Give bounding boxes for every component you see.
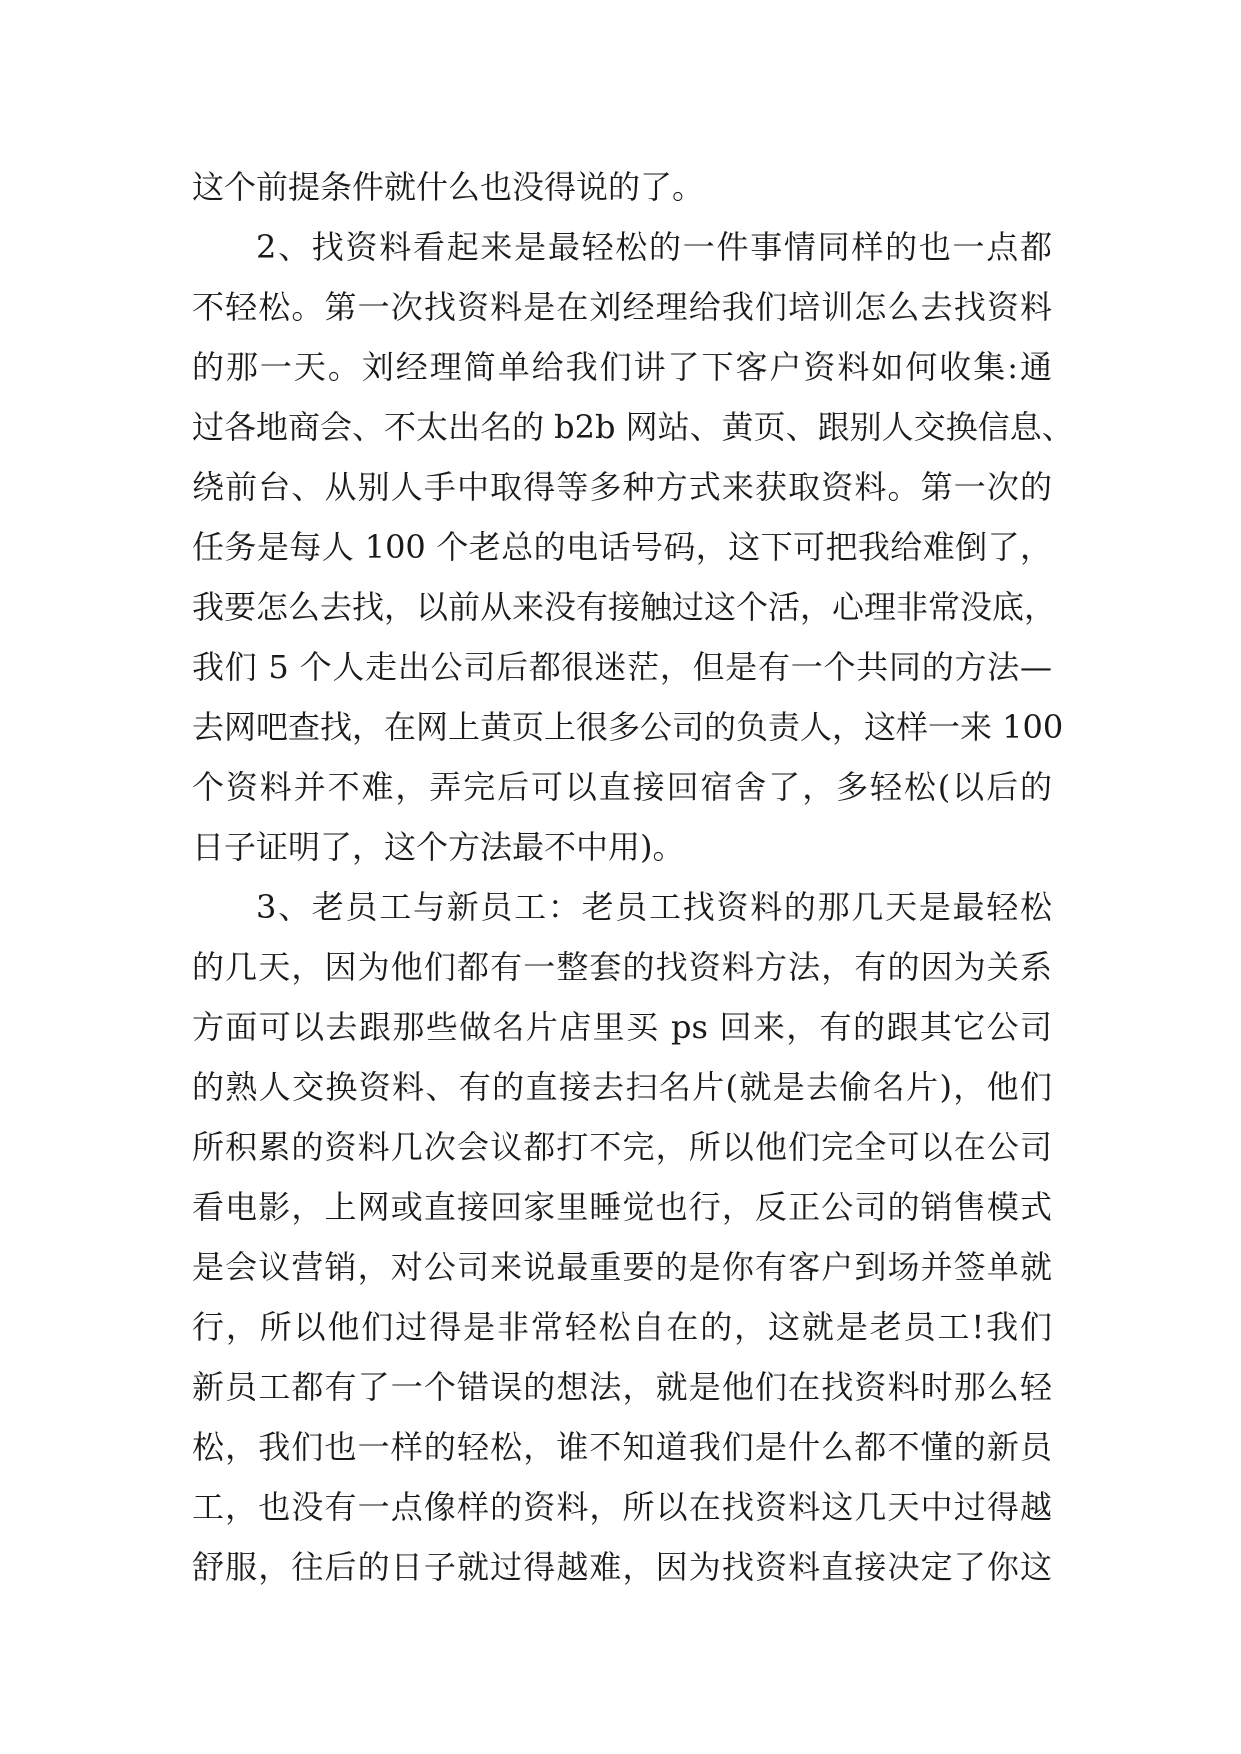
text-line: 看电影，上网或直接回家里睡觉也行，反正公司的销售模式 [192,1188,1052,1226]
text-line: 新员工都有了一个错误的想法，就是他们在找资料时那么轻 [192,1368,1052,1406]
text-line: 的熟人交换资料、有的直接去扫名片(就是去偷名片)，他们 [192,1068,1052,1106]
text-line: 舒服，往后的日子就过得越难，因为找资料直接决定了你这 [192,1548,1052,1586]
text-line: 3、老员工与新员工：老员工找资料的那几天是最轻松 [256,888,1052,926]
text-line: 2、找资料看起来是最轻松的一件事情同样的也一点都 [256,228,1052,266]
text-line: 我要怎么去找，以前从来没有接触过这个活，心理非常没底， [192,588,1057,626]
text-line: 绕前台、从别人手中取得等多种方式来获取资料。第一次的 [192,468,1052,506]
body-text [192,157,1074,1597]
text-line: 日子证明了，这个方法最不中用)。 [192,828,685,866]
text-line: 去网吧查找，在网上黄页上很多公司的负责人，这样一来 100 [192,708,1064,746]
text-line: 是会议营销，对公司来说最重要的是你有客户到场并签单就 [192,1248,1052,1286]
text-line: 方面可以去跟那些做名片店里买 ps 回来，有的跟其它公司 [192,1008,1052,1046]
text-line: 过各地商会、不太出名的 b2b 网站、黄页、跟别人交换信息、 [192,408,1074,446]
text-line: 不轻松。第一次找资料是在刘经理给我们培训怎么去找资料 [192,288,1052,326]
text-line: 的那一天。刘经理简单给我们讲了下客户资料如何收集:通 [192,348,1052,386]
text-line: 我们 5 个人走出公司后都很迷茫，但是有一个共同的方法— [192,648,1052,686]
text-line: 任务是每人 100 个老总的电话号码，这下可把我给难倒了， [192,528,1052,566]
text-line: 工，也没有一点像样的资料，所以在找资料这几天中过得越 [192,1488,1052,1526]
text-line: 的几天，因为他们都有一整套的找资料方法，有的因为关系 [192,948,1052,986]
text-line: 个资料并不难，弄完后可以直接回宿舍了，多轻松(以后的 [192,768,1052,806]
text-line: 所积累的资料几次会议都打不完，所以他们完全可以在公司 [192,1128,1052,1166]
text-line: 这个前提条件就什么也没得说的了。 [192,168,705,206]
text-line: 松，我们也一样的轻松，谁不知道我们是什么都不懂的新员 [192,1428,1052,1466]
text-line: 行，所以他们过得是非常轻松自在的，这就是老员工!我们 [192,1308,1052,1346]
